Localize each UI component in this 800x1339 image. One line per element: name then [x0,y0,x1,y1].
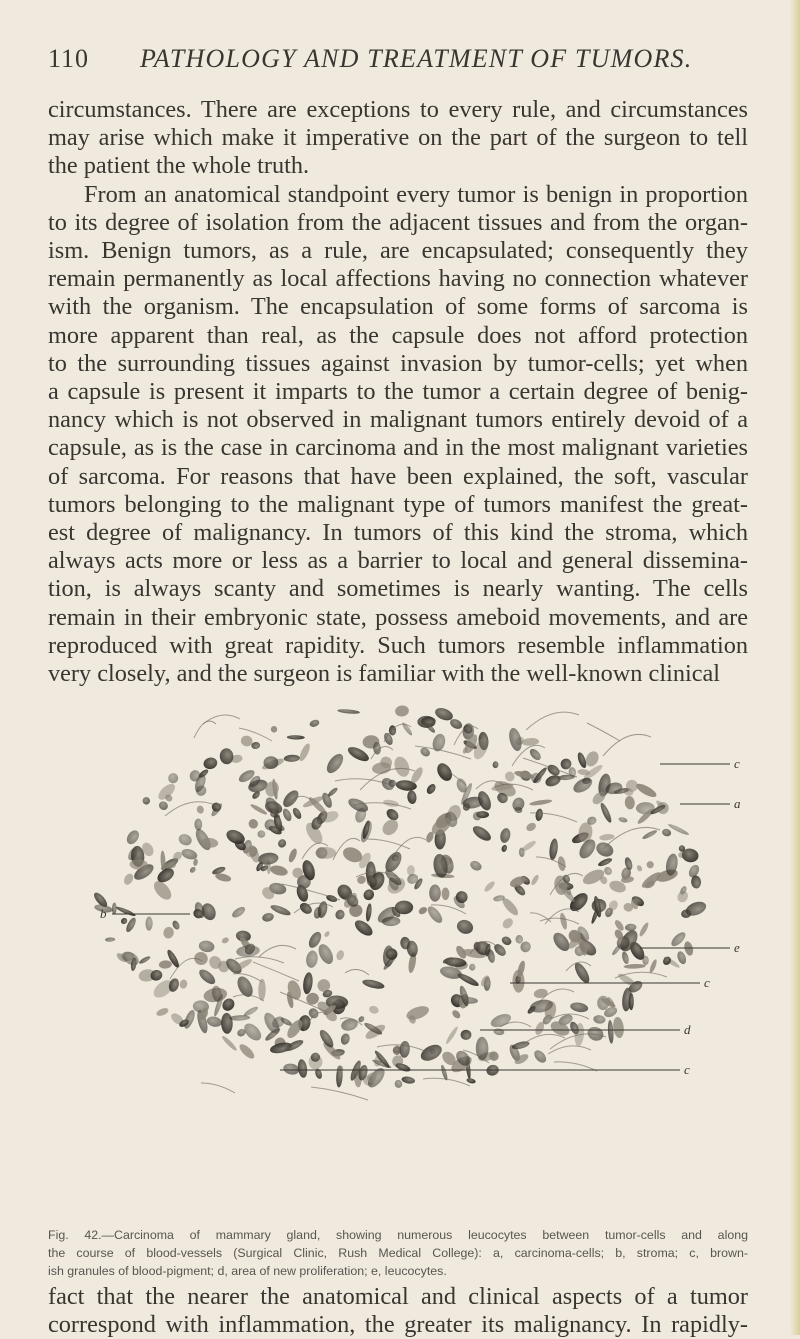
tissue-cell [280,788,301,810]
tissue-cell [219,748,234,765]
stroma-fiber [587,723,620,741]
tissue-cell [648,959,658,974]
tissue-cell [155,1007,169,1018]
tissue-cell [142,796,151,805]
tissue-cell [221,1035,238,1052]
tissue-cell [597,857,613,868]
tissue-cell [548,838,559,860]
tissue-cell [177,832,194,847]
tissue-cell [638,921,650,937]
tissue-cell [124,828,141,846]
tissue-cell [162,926,175,940]
tissue-cell [594,840,616,859]
text-line: with the organism. The encapsulation of some forms of sarcoma is [48,293,748,321]
caption-line: Fig. 42.—Carcinoma of mammary gland, showing numerous leucocytes between tumor-cells and along [48,1228,748,1242]
tissue-cell [324,751,347,776]
tissue-cell [157,800,169,812]
tissue-cell [257,830,265,838]
tissue-cell [206,1015,223,1028]
text-line: the patient the whole truth. [48,152,310,180]
stroma-fiber [282,884,340,900]
tissue-cell [469,964,476,971]
tissue-cell [167,772,180,785]
stroma-fiber [548,1046,591,1054]
tissue-cell [599,802,614,824]
tissue-cell [581,867,607,888]
tissue-cells [92,705,708,1100]
tissue-cell [198,940,215,954]
figure-caption [48,1226,748,1280]
tissue-cell [625,924,637,932]
tissue-cell [407,790,418,805]
tissue-cell [298,742,312,762]
label-c: c [704,975,710,990]
text-line: reproduced with great rapidity. Such tumors resemble inflammation [48,631,748,659]
tissue-cell [417,905,428,915]
tissue-cell [501,844,509,853]
text-line: always acts more or less as a barrier to local and general dissemina- [48,547,748,575]
tissue-cell [229,1015,250,1021]
tissue-cell [394,705,409,718]
tissue-cell [429,885,441,902]
tissue-cell [470,823,493,843]
stroma-fiber [165,802,215,816]
page-edge [790,0,800,1335]
text-line: remain in their embryonic state, possess ameboid movements, and are [48,603,748,631]
tissue-cell [611,943,623,956]
caption-line: ish granules of blood-pigment; d, area of new proliferation; e, leucocytes. [48,1264,447,1278]
tissue-cell [504,770,516,782]
tissue-cell [270,725,278,733]
tissue-cell [532,1048,548,1065]
tissue-cell [621,951,630,965]
tissue-cell [382,849,405,875]
tissue-cell [418,1041,444,1064]
tissue-cell [394,1079,404,1089]
tissue-cell [520,839,537,853]
tissue-cell [340,1032,351,1045]
text-line: may arise which make it imperative on the part of the surgeon to tell [48,124,748,152]
tissue-cell [455,918,475,936]
tissue-cell [559,912,568,930]
tissue-cell [445,1025,460,1045]
tissue-cell [284,754,300,762]
stroma-fiber [259,945,296,957]
tissue-cell [120,917,129,926]
tissue-cell [276,838,287,850]
tissue-cell [362,978,386,990]
tissue-cell [120,949,141,968]
tissue-cell [105,937,115,942]
label-c: c [734,756,740,771]
tissue-cell [160,850,166,871]
tissue-cell [202,756,218,770]
text-line: capsule, as is the case in carcinoma and in the most malignant varieties [48,434,748,462]
text-line: est degree of malignancy. In tumors of this kind the stroma, which [48,519,748,547]
histology-illustration [40,688,760,1218]
tissue-cell [535,808,544,821]
stroma-fiber [311,1087,368,1100]
tissue-cell [196,805,205,815]
tissue-cell [515,935,523,944]
stroma-fiber [194,721,216,738]
tissue-cell [636,864,643,872]
label-d: d [684,1022,691,1037]
tissue-cell [530,874,540,886]
tissue-cell [469,859,484,872]
text-line: tion, is always scanty and sometimes is nearly wanting. The cells [48,575,748,603]
tissue-cell [476,1037,489,1060]
tissue-cell [159,960,173,969]
running-title: PATHOLOGY AND TREATMENT OF TUMORS. [140,44,693,73]
stroma-fiber [526,712,579,730]
tissue-cell [593,1014,606,1024]
tissue-cell [287,847,298,863]
tissue-cell [291,806,303,820]
tissue-cell [451,1009,462,1020]
tissue-cell [629,993,634,1010]
stroma-fiber [253,962,299,981]
tissue-cell [247,817,260,830]
tissue-cell [533,988,548,999]
tissue-cell [316,942,336,967]
tissue-cell [618,816,628,823]
tissue-cell [675,889,690,904]
label-a: a [734,796,741,811]
text-line: circumstances. There are exceptions to every rule, and circumstances [48,96,748,123]
tissue-cell [607,1020,614,1044]
tissue-cell [529,798,552,806]
text-line: more apparent than real, as the capsule does not afford protection [48,321,748,349]
stroma-fiber [345,969,369,975]
tissue-cell [251,741,261,749]
stroma-fiber [423,1078,470,1086]
label-c: c [684,1062,690,1077]
tissue-cell [368,1005,380,1015]
text-line: ism. Benign tumors, as a rule, are encapsulated; consequently they [48,237,748,265]
tissue-cell [237,1042,256,1061]
tissue-cell [281,807,293,822]
tissue-cell [269,864,289,877]
stroma-fiber [203,715,240,724]
tissue-cell [302,972,314,995]
tissue-cell [392,754,412,779]
tissue-cell [425,904,445,925]
tissue-cell [193,858,198,866]
continuation-text [48,1283,748,1339]
tissue-cell [337,709,360,715]
tissue-cell [194,819,202,831]
tissue-cell [461,1030,472,1040]
tissue-cell [145,916,152,930]
text-line: tumors belonging to the malignant type of tumors manifest the great- [48,490,748,518]
text-line: to its degree of isolation from the adjacent tissues and from the organ- [48,208,748,236]
tissue-cell [624,796,635,810]
text-line: fact that the nearer the anatomical and clinical aspects of a tumor [48,1283,748,1310]
tissue-cell [569,1001,589,1013]
tissue-cell [425,782,437,795]
tissue-cell [571,775,595,796]
tissue-cell [189,866,197,874]
tissue-cell [221,1013,233,1034]
tissue-cell [282,1062,300,1076]
tissue-cell [525,821,538,833]
tissue-cell [401,1076,416,1085]
tissue-cell [544,773,562,788]
tissue-cell [434,761,455,784]
tissue-cell [315,847,336,859]
caption-line: the course of blood-vessels (Surgical Clinic, Rush Medical College): a, carcinoma-cells; b, stroma; c, brown- [48,1246,748,1260]
tissue-cell [612,1016,625,1038]
tissue-cell [112,902,117,914]
tissue-cell [365,903,372,922]
tissue-cell [115,905,136,917]
tissue-cell [334,908,347,921]
tissue-cell [335,949,345,961]
tissue-cell [210,801,222,813]
tissue-cell [221,936,230,944]
tissue-cell [499,827,512,844]
text-line: a capsule is present it imparts to the tumor a certain degree of benig- [48,378,748,406]
tissue-cell [179,979,188,990]
tissue-cell [258,979,266,1001]
tissue-cell [510,796,526,813]
stroma-fiber [201,1083,235,1093]
tissue-cell [500,935,513,947]
text-line: very closely, and the surgeon is familiar with the well-known clinical [48,660,721,688]
tissue-cell [557,856,567,872]
tissue-cell [297,1059,309,1079]
label-e: e [734,940,740,955]
text-line: From an anatomical standpoint every tumor is benign in proportion [84,180,748,208]
tissue-cell [489,1011,513,1029]
tissue-cell [466,1077,476,1084]
tissue-cell [442,888,450,901]
text-line: to the surrounding tissues against invasion by tumor-cells; yet when [48,349,748,377]
text-line: of sarcoma. For reasons that have been explained, the soft, vascular [48,462,748,490]
tissue-cell [641,829,658,841]
tissue-cell [395,901,413,915]
tissue-cell [352,917,375,938]
tissue-cell [287,735,305,740]
tissue-cell [603,865,614,876]
page-number: 110 [48,44,90,73]
tissue-cell [405,1003,431,1022]
tissue-cell [230,905,247,920]
tissue-cell [340,1017,359,1033]
tissue-cell [493,1028,505,1036]
tissue-cell [323,930,330,937]
tissue-cell [309,718,321,728]
tissue-cell [661,828,672,838]
text-line: nancy which is not observed in malignant tumors entirely devoid of a [48,406,748,434]
tissue-cell [138,955,151,965]
tissue-cell [501,916,515,930]
page-header [48,44,748,84]
tissue-cell [645,860,655,870]
text-line: remain permanently as local affections having no connection whatever [48,265,748,293]
tissue-cell [199,901,218,922]
tissue-cell [261,912,274,923]
tissue-cell [182,1009,197,1030]
tissue-cell [456,971,480,988]
tissue-cell [122,872,135,886]
tissue-cell [624,964,646,969]
tissue-cell [483,880,496,893]
text-line: correspond with inflammation, the greater its malignancy. In rapidly- [48,1311,748,1339]
tissue-cell [305,950,319,969]
tissue-cell [634,781,658,799]
tissue-cell [197,967,218,987]
tissue-cell [492,761,499,768]
tissue-cell [379,816,401,838]
body-text [48,96,748,688]
tissue-cell [528,747,543,762]
stroma-fiber [603,734,651,756]
histology-figure [40,688,760,1218]
label-b: b [100,906,107,921]
